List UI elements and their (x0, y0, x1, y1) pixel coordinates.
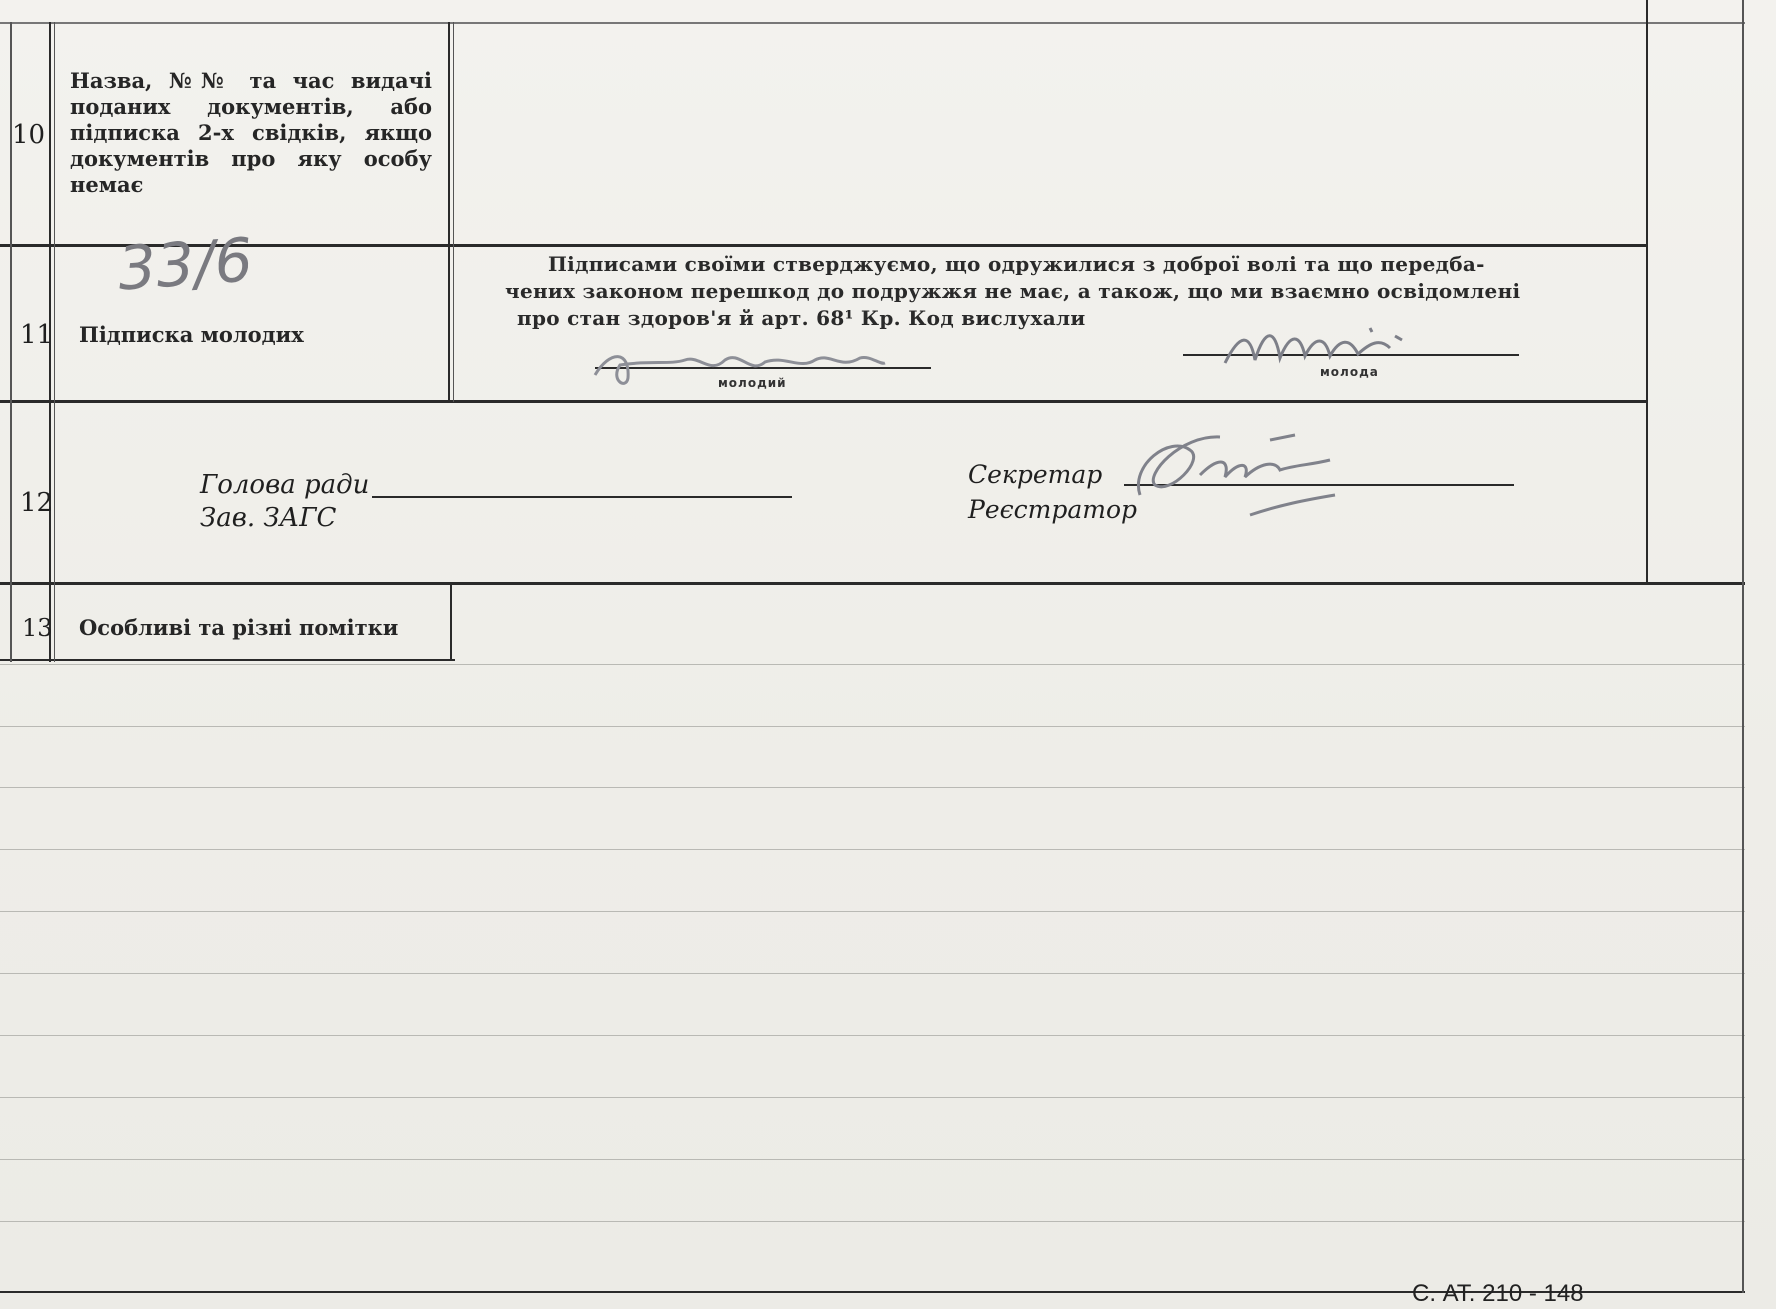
secretary-title-2: Реєстратор (968, 495, 1137, 524)
row-10-label: Назва, №№ та час видачі поданих документів, або підписка 2-х свідків, якщо документів про яку особу немає (70, 68, 432, 197)
bride-caption: молода (1320, 365, 1379, 379)
row-number-13: 13 (22, 614, 53, 642)
row-number-11: 11 (20, 320, 54, 350)
ruled-line (0, 664, 1745, 665)
ruled-line (0, 1035, 1745, 1036)
row-13-bottom (0, 659, 455, 661)
row-number-10: 10 (12, 120, 46, 150)
ruled-line (0, 973, 1745, 974)
col-label-divider-13 (450, 584, 452, 661)
ruled-line (0, 849, 1745, 850)
col-label-divider (448, 22, 450, 402)
groom-signature (590, 330, 890, 400)
form-footer-code: С. АТ. 210 - 148 (1412, 1280, 1584, 1307)
ruled-line (0, 1159, 1745, 1160)
head-title-1: Голова ради (200, 470, 370, 500)
declaration-line-1: Підписами своїми стверджуємо, що одружилися з доброї волі та що передба- (548, 252, 1485, 276)
bride-signature (1220, 318, 1410, 378)
table-top-border (0, 22, 1745, 24)
declaration-line-3: про стан здоров'я й арт. 68¹ Кр. Код вислухали (517, 306, 1086, 330)
secretary-title-1: Секретар (968, 460, 1103, 489)
ruled-line (0, 1097, 1745, 1098)
col-right-divider (1646, 0, 1648, 584)
ruled-line (0, 1221, 1745, 1222)
row-number-12: 12 (20, 488, 54, 518)
ruled-line (0, 911, 1745, 912)
ruled-line (0, 787, 1745, 788)
col-label-divider-2 (453, 22, 454, 402)
head-title-2: Зав. ЗАГС (200, 503, 337, 533)
col-number-left-border (10, 22, 12, 662)
handwritten-record-number: 33/6 (115, 225, 256, 305)
ruled-line (0, 726, 1745, 727)
head-signature-line (372, 496, 792, 498)
row-13-label: Особливі та різні помітки (79, 615, 399, 640)
groom-caption: молодий (718, 376, 787, 390)
declaration-line-2: чених законом перешкод до подружжя не має, а також, що ми взаємно освідомлені (505, 279, 1521, 303)
page-right-edge (1742, 0, 1744, 1293)
row-11-label: Підписка молодих (79, 322, 304, 347)
row-divider-12-13 (0, 582, 1745, 585)
col-number-divider-2 (54, 22, 55, 662)
row-divider-11-12 (0, 400, 1648, 403)
registrar-signature (1130, 415, 1350, 525)
